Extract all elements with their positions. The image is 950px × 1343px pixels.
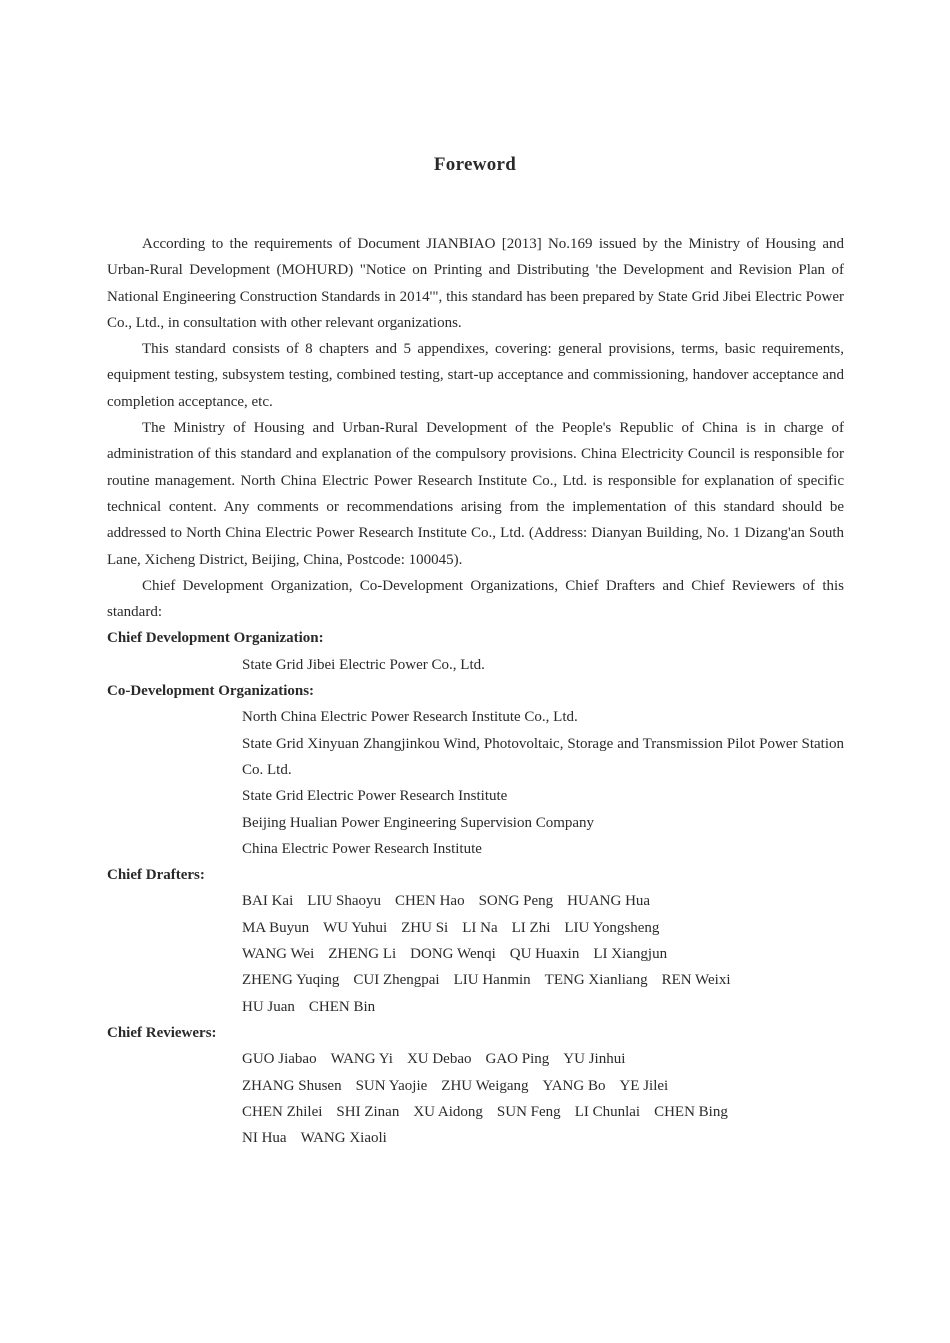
drafter-name: REN Weixi [661, 972, 731, 989]
drafters-row [107, 994, 844, 1020]
paragraph-administration: The Ministry of Housing and Urban-Rural Development of the People's Republic of China is in charge of administration of this standard and explanation of the compulsory provisions. China Electricity Council is responsible for routine management. North China Electric Power Research Institute Co., Ltd. is responsible for explanation of specific technical content. Any comments or recommendations arising from the implementation of this standard should be addressed to North China Electric Power Research Institute Co., Ltd. (Address: Dianyan Building, No. 1 Dizang'an South Lane, Xicheng District, Beijing, China, Postcode: 100045). [107, 420, 844, 568]
reviewer-name: YANG Bo [542, 1077, 606, 1094]
reviewers-row [107, 1073, 844, 1099]
drafter-name: WU Yuhui [323, 919, 388, 936]
drafter-name: LI Zhi [511, 919, 551, 936]
reviewer-name: NI Hua [242, 1130, 287, 1147]
drafter-name: ZHENG Li [328, 946, 397, 963]
reviewer-name: LI Chunlai [574, 1103, 641, 1120]
drafter-name: CHEN Bin [308, 998, 376, 1015]
drafter-name: ZHENG Yuqing [242, 972, 340, 989]
reviewer-name: GAO Ping [485, 1051, 550, 1068]
reviewer-name: WANG Yi [330, 1051, 393, 1068]
drafter-name: ZHU Si [401, 919, 449, 936]
reviewer-name: CHEN Zhilei [242, 1103, 323, 1120]
chief-drafters-list [107, 888, 844, 1019]
drafter-name: WANG Wei [242, 946, 315, 963]
drafter-name: LIU Yongsheng [564, 919, 660, 936]
drafters-row [107, 967, 844, 993]
drafter-name: SONG Peng [478, 893, 554, 910]
reviewer-name: XU Aidong [413, 1103, 483, 1120]
paragraph-requirements: According to the requirements of Document JIANBIAO [2013] No.169 issued by the Ministry of Housing and Urban-Rural Development (MOHURD) "Notice on Printing and Distributing 'the Development and Revision Plan of National Engineering Construction Standards in 2014'", this standard has been prepared by State Grid Jibei Electric Power Co., Ltd., in consultation with other relevant organizations. [107, 236, 844, 331]
drafter-name: CUI Zhengpai [353, 972, 440, 989]
drafter-name: HU Juan [242, 998, 295, 1015]
drafter-name: HUANG Hua [567, 893, 651, 910]
reviewer-name: GUO Jiabao [242, 1051, 317, 1068]
reviewer-name: ZHANG Shusen [242, 1077, 342, 1094]
reviewers-row [107, 1046, 844, 1072]
co-development-org: State Grid Electric Power Research Institute [242, 788, 508, 805]
foreword-body [107, 231, 844, 1151]
chief-development-heading: Chief Development Organization: [107, 630, 324, 647]
drafter-name: MA Buyun [242, 919, 310, 936]
drafter-name: DONG Wenqi [410, 946, 496, 963]
drafter-name: LI Na [462, 919, 498, 936]
chief-reviewers-heading: Chief Reviewers: [107, 1024, 217, 1041]
drafter-name: LIU Shaoyu [307, 893, 381, 910]
reviewer-name: SUN Yaojie [355, 1077, 428, 1094]
reviewer-name: ZHU Weigang [441, 1077, 529, 1094]
drafters-row [107, 915, 844, 941]
co-development-org: North China Electric Power Research Institute Co., Ltd. [242, 709, 578, 726]
co-development-org: China Electric Power Research Institute [242, 840, 482, 857]
reviewer-name: YU Jinhui [563, 1051, 626, 1068]
reviewer-name: CHEN Bing [654, 1103, 728, 1120]
drafters-row [107, 941, 844, 967]
drafter-name: BAI Kai [242, 893, 294, 910]
drafter-name: LI Xiangjun [593, 946, 668, 963]
chief-reviewers-list [107, 1046, 844, 1151]
page-title: Foreword [433, 154, 517, 175]
drafter-name: TENG Xianliang [544, 972, 648, 989]
reviewer-name: WANG Xiaoli [300, 1130, 387, 1147]
reviewer-name: SUN Feng [496, 1103, 561, 1120]
drafters-row [107, 888, 844, 914]
chief-drafters-heading: Chief Drafters: [107, 867, 205, 884]
co-development-org: State Grid Xinyuan Zhangjinkou Wind, Photovoltaic, Storage and Transmission Pilot Power Station Co. Ltd. [242, 735, 844, 778]
reviewers-row [107, 1125, 844, 1151]
chief-development-org: State Grid Jibei Electric Power Co., Ltd. [242, 656, 485, 673]
co-development-org: Beijing Hualian Power Engineering Supervision Company [242, 814, 595, 831]
drafter-name: LIU Hanmin [453, 972, 531, 989]
reviewer-name: YE Jilei [619, 1077, 669, 1094]
co-development-heading: Co-Development Organizations: [107, 683, 315, 700]
paragraph-contents: This standard consists of 8 chapters and 5 appendixes, covering: general provisions, terms, basic requirements, equipment testing, subsystem testing, combined testing, start-up acceptance and commissioning, handover acceptance and completion acceptance, etc. [107, 341, 844, 410]
reviewer-name: SHI Zinan [336, 1103, 400, 1120]
reviewers-row [107, 1099, 844, 1125]
drafter-name: CHEN Hao [395, 893, 465, 910]
drafter-name: QU Huaxin [509, 946, 580, 963]
paragraph-organizations-intro: Chief Development Organization, Co-Development Organizations, Chief Drafters and Chief Reviewers of this standard: [107, 577, 844, 621]
reviewer-name: XU Debao [406, 1051, 472, 1068]
